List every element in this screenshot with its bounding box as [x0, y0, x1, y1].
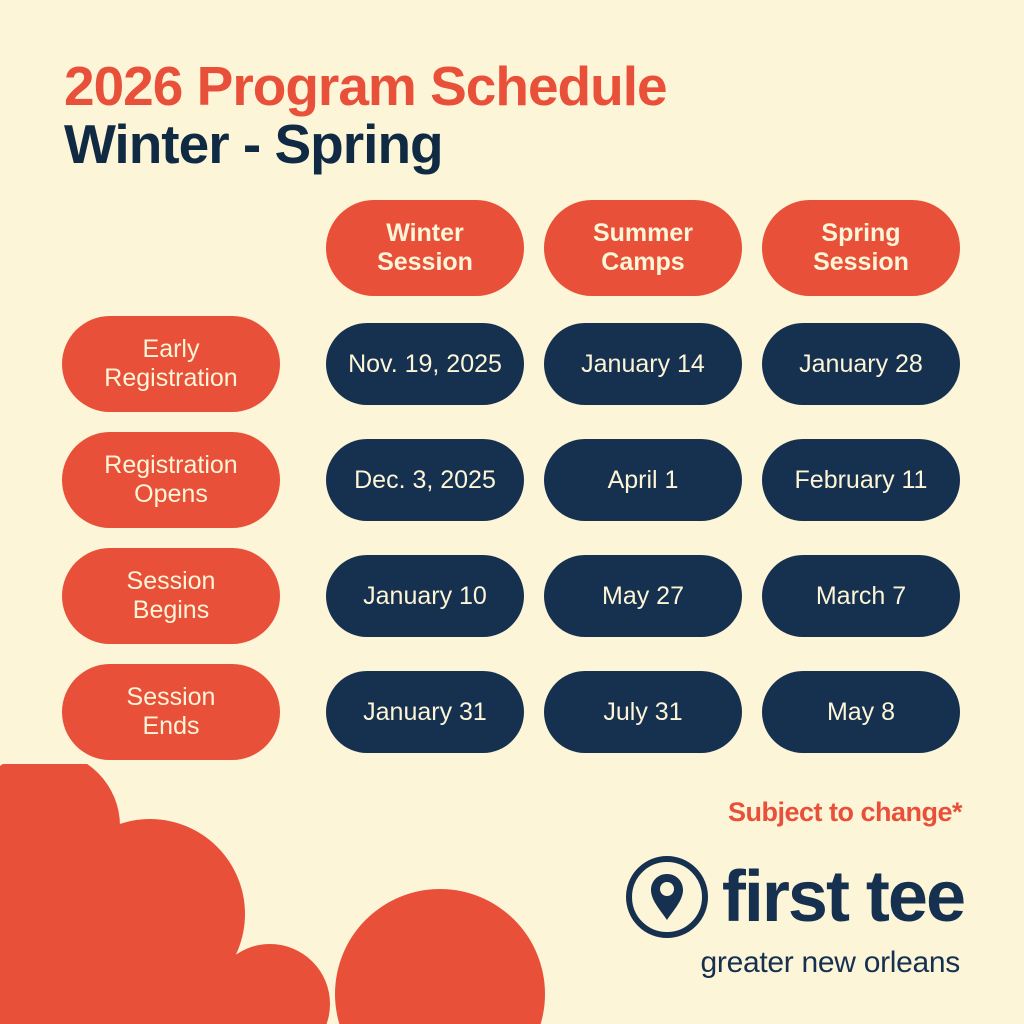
row-header-line-1: Session	[126, 683, 216, 712]
logo-wordmark: first tee	[721, 857, 964, 937]
disclaimer-text: Subject to change*	[727, 797, 962, 827]
column-header-line-1: Winter	[386, 219, 464, 248]
decorative-blobs	[0, 764, 560, 1024]
table-row	[62, 432, 962, 528]
row-header-line-2: Opens	[134, 480, 208, 508]
column-header-winter-session	[326, 200, 524, 296]
cell-session-ends-winter: January 31	[326, 671, 524, 753]
logo-chapter-name: greater new orleans	[700, 946, 960, 979]
table-header-row	[62, 200, 962, 296]
cell-session-begins-spring: March 7	[762, 555, 960, 637]
row-header-line-1: Session	[126, 567, 216, 596]
cell-registration-opens-spring: February 11	[762, 439, 960, 521]
row-header-session-ends	[62, 664, 280, 760]
title-primary: 2026 Program Schedule	[64, 55, 667, 117]
cell-session-begins-summer: May 27	[544, 555, 742, 637]
logo-main-row	[626, 856, 964, 938]
cell-early-registration-summer: January 14	[544, 323, 742, 405]
column-header-line-1: Spring	[821, 219, 901, 248]
column-header-line-1: Summer	[592, 219, 694, 248]
golf-pin-circle-icon	[626, 856, 708, 938]
column-header-summer-camps	[544, 200, 742, 296]
column-header-line-2: Session	[813, 248, 909, 276]
table-row	[62, 548, 962, 644]
cell-registration-opens-winter: Dec. 3, 2025	[326, 439, 524, 521]
cell-early-registration-spring: January 28	[762, 323, 960, 405]
schedule-table	[62, 200, 962, 780]
table-row	[62, 664, 962, 760]
cell-session-ends-summer: July 31	[544, 671, 742, 753]
row-header-early-registration	[62, 316, 280, 412]
row-header-line-2: Begins	[132, 596, 210, 624]
row-header-session-begins	[62, 548, 280, 644]
corner-spacer	[62, 200, 280, 296]
cell-session-ends-spring: May 8	[762, 671, 960, 753]
column-header-line-2: Session	[377, 248, 473, 276]
table-row	[62, 316, 962, 412]
cell-registration-opens-summer: April 1	[544, 439, 742, 521]
cell-early-registration-winter: Nov. 19, 2025	[326, 323, 524, 405]
first-tee-logo	[626, 856, 964, 980]
row-header-registration-opens	[62, 432, 280, 528]
page-title	[64, 55, 667, 175]
title-secondary: Winter - Spring	[64, 112, 443, 175]
row-header-line-1: Early	[142, 335, 200, 364]
column-header-line-2: Camps	[601, 248, 685, 276]
row-header-line-2: Ends	[142, 712, 200, 740]
cell-session-begins-winter: January 10	[326, 555, 524, 637]
column-header-spring-session	[762, 200, 960, 296]
row-header-line-2: Registration	[104, 364, 238, 392]
row-header-line-1: Registration	[104, 451, 238, 480]
